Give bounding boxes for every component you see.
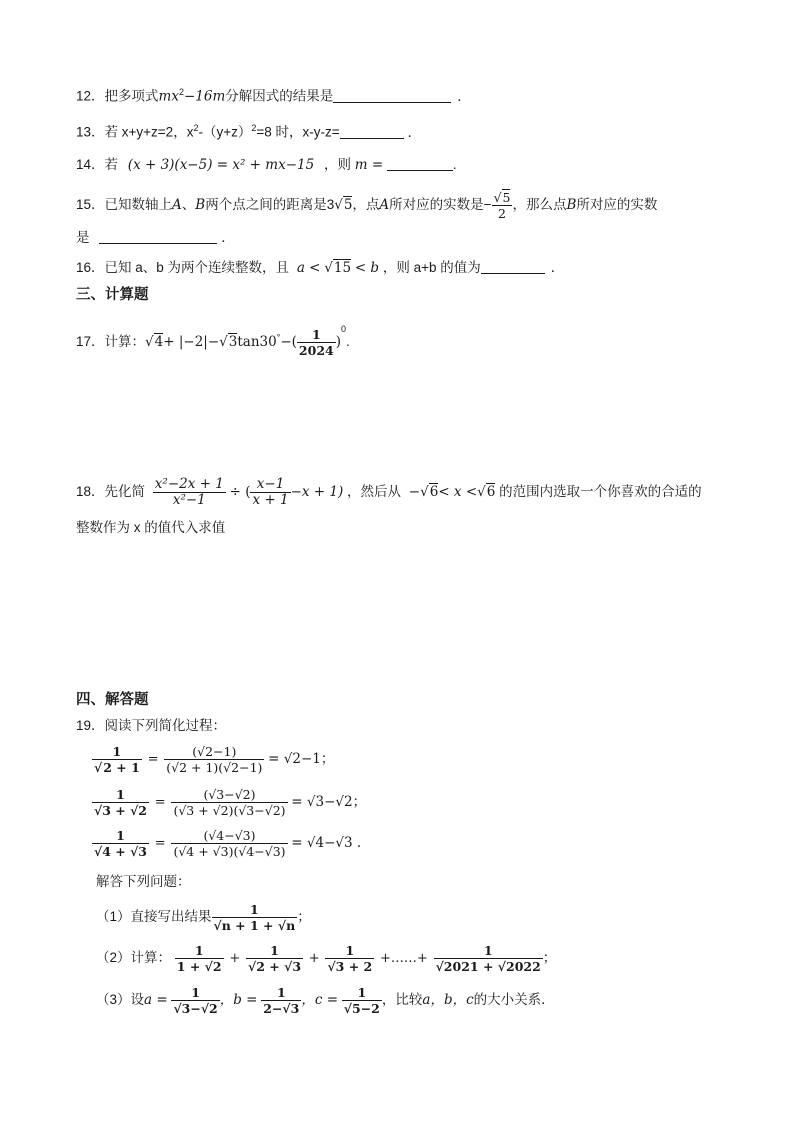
exponent: 0 <box>341 324 347 334</box>
fraction: $\frac{1}{√2 + 1}$ <box>94 743 140 775</box>
question-text: 的大小关系． <box>473 992 555 1007</box>
question-text: ，则 a+b 的值为 <box>382 260 481 275</box>
part-1 <box>96 900 311 934</box>
math-expr: (x + 3)(x−5) = x² + mx−15 <box>127 157 315 173</box>
fraction: $\frac{(√2-1)}{(√2 + 1)(√2-1)}$ <box>166 743 263 775</box>
question-14 <box>76 155 457 175</box>
part-3: （3）设a = $\frac{1}{√3-√2}$ ，b = $\frac{1}{2-√3}$ ，c = $\frac{1}{√5-2}$ ，比较a，b，c的大小关系． <box>96 984 555 1016</box>
point-label: A <box>172 197 182 214</box>
point-label: B <box>566 197 577 214</box>
question-text: 若 <box>104 157 119 172</box>
question-18 <box>76 476 702 508</box>
answer-blank[interactable] <box>387 156 453 171</box>
equation-1: $\frac{1}{√2 + 1}$ = $\frac{(√2-1)}{(√2 + 1)(√2-1)}$ = √2−1； <box>94 743 335 775</box>
fraction: $\frac{1}{√3-√2}$ <box>173 984 218 1016</box>
math-expr: a，b，c <box>422 992 474 1008</box>
equation-2: $\frac{1}{√3 + √2}$ = $\frac{(√3-√2)}{(√3 + √2)(√3-√2)}$ = √3−√2； <box>94 786 367 818</box>
equation-3: $\frac{1}{√4 + √3}$ = $\frac{(√4-√3)}{(√4 + √3)(√4-√3)}$ = √4−√3 . <box>94 827 362 859</box>
question-text: 若 x+y+z=2，x <box>104 124 194 140</box>
question-18-line2: 整数作为 x 的值代入求值 <box>76 520 226 535</box>
sqrt-expr: √3 <box>219 334 238 350</box>
question-number: 12． <box>76 88 105 104</box>
math-expr: < x < <box>438 484 478 500</box>
question-15 <box>76 190 657 221</box>
exponent: 2 <box>251 123 257 133</box>
sqrt-expr: √5 <box>334 197 353 214</box>
question-text: ，那么点 <box>512 197 567 213</box>
question-text: 所对应的实数是− <box>389 197 492 213</box>
period: ． <box>407 124 422 140</box>
part-label: （2）计算： <box>96 950 172 965</box>
math-expr: < b <box>354 260 380 276</box>
question-text: -（y+z） <box>198 124 252 140</box>
fraction: $\frac{√5}{2}$ <box>493 190 511 221</box>
math-expr: −( <box>280 334 297 350</box>
question-text: 先化简 <box>104 484 146 499</box>
question-text: 计算： <box>104 334 146 349</box>
question-text: ，点 <box>352 197 380 213</box>
math-expr: −x + 1) <box>290 484 344 500</box>
question-13 <box>76 118 421 143</box>
question-number: 17． <box>76 334 105 349</box>
fraction: $\frac{x-1}{x + 1}$ <box>252 475 289 508</box>
question-16 <box>76 258 564 278</box>
question-text: 已知 a、b 为两个连续整数，且 <box>104 260 290 275</box>
result: = √4−√3 . <box>291 835 362 851</box>
section-heading: 四、解答题 <box>76 692 149 708</box>
question-text: 是 <box>76 230 90 245</box>
question-number: 15． <box>76 197 105 213</box>
period: ． <box>221 230 235 245</box>
fraction: $\frac{1}{1 + √2}$ <box>176 942 222 974</box>
question-number: 14． <box>76 157 105 172</box>
math-expr: − <box>408 484 421 500</box>
section-heading: 三、计算题 <box>76 287 149 303</box>
fraction: $\frac{\text{x²−2x + 1}}{\text{x²−1}}$ <box>154 475 224 508</box>
solve-intro: 解答下列问题： <box>96 874 191 889</box>
period: . <box>452 157 457 172</box>
question-15-line2 <box>76 228 235 248</box>
sqrt-expr: √15 <box>324 260 352 276</box>
sqrt-expr: √6 <box>477 484 496 500</box>
punctuation: ； <box>542 950 557 965</box>
question-text: 的范围内选取一个你喜欢的合适的 <box>499 484 702 499</box>
math-expr: m = <box>354 157 384 173</box>
question-text: 分解因式的结果是 <box>225 88 334 104</box>
part-label: （3）设 <box>96 992 145 1007</box>
math-expr: a < <box>296 260 321 276</box>
answer-blank[interactable] <box>333 88 451 103</box>
answer-blank[interactable] <box>99 229 217 244</box>
fraction: $\frac{1}{√2021 + √2022}$ <box>435 942 541 974</box>
question-text: ，比较 <box>381 992 423 1007</box>
fraction: $\frac{1}{√2 + √3}$ <box>248 942 302 974</box>
period: ． <box>457 88 471 104</box>
period: ． <box>550 260 565 275</box>
fraction: $\frac{(√3-√2)}{(√3 + √2)(√3-√2)}$ <box>173 786 286 818</box>
question-text: 、 <box>181 197 196 213</box>
fraction: $\frac{1}{√5-2}$ <box>343 984 380 1016</box>
punctuation: ； <box>297 909 311 924</box>
result: = √2−1； <box>268 751 335 767</box>
answer-blank[interactable] <box>340 124 404 139</box>
sqrt-expr: √6 <box>420 484 439 500</box>
math-expr: tan30 <box>237 334 277 350</box>
question-text: 两个点之间的距离是3 <box>205 197 335 213</box>
question-19 <box>76 716 226 736</box>
degree-symbol: ° <box>276 332 281 343</box>
fraction: $\frac{1}{√3 + √2}$ <box>94 786 148 818</box>
math-expr: ) <box>335 334 341 350</box>
result: = √3−√2； <box>291 794 367 810</box>
question-text: 把多项式 <box>104 88 159 104</box>
question-text: 所对应的实数 <box>576 197 658 213</box>
question-number: 18． <box>76 484 105 499</box>
question-text: ，然后从 <box>347 484 402 499</box>
question-number: 13． <box>76 124 105 140</box>
question-text: 已知数轴上 <box>104 197 173 213</box>
question-text: ，则 <box>323 157 351 172</box>
fraction: $\frac{1}{√4 + √3}$ <box>94 827 148 859</box>
math-expr: −16m <box>183 88 226 105</box>
fraction: $\frac{(√4-√3)}{(√4 + √3)(√4-√3)}$ <box>173 827 286 859</box>
question-17 <box>76 314 350 358</box>
sqrt-expr: √4 <box>145 334 164 350</box>
fraction: $\frac{1}{2024}$ <box>298 326 334 358</box>
exponent: 2 <box>178 87 184 97</box>
math-expr: + |−2|− <box>163 334 220 350</box>
question-text: 阅读下列简化过程： <box>104 718 227 733</box>
point-label: A <box>379 197 390 214</box>
period: . <box>346 334 350 349</box>
part-2: （2）计算： $\frac{1}{1 + √2}$ + $\frac{1}{√2 + √3}$ + $\frac{1}{√3 + 2}$ +……+ $\frac{1}{√2021 + √2022}$ ； <box>96 942 557 974</box>
question-12 <box>76 82 471 107</box>
math-expr: mx <box>158 88 179 105</box>
answer-blank[interactable] <box>481 259 545 274</box>
question-text: =8 时，x-y-z= <box>256 124 340 140</box>
fraction: $\frac{1}{√n + 1 + √n}$ <box>213 901 296 933</box>
point-label: B <box>195 197 206 214</box>
question-number: 16． <box>76 260 105 275</box>
exponent: 2 <box>193 123 199 133</box>
math-expr: ÷ ( <box>229 484 251 500</box>
fraction: $\frac{1}{√3 + 2}$ <box>327 942 373 974</box>
fraction: $\frac{1}{2-√3}$ <box>263 984 300 1016</box>
part-label: （1）直接写出结果 <box>96 909 212 924</box>
question-number: 19． <box>76 718 105 733</box>
